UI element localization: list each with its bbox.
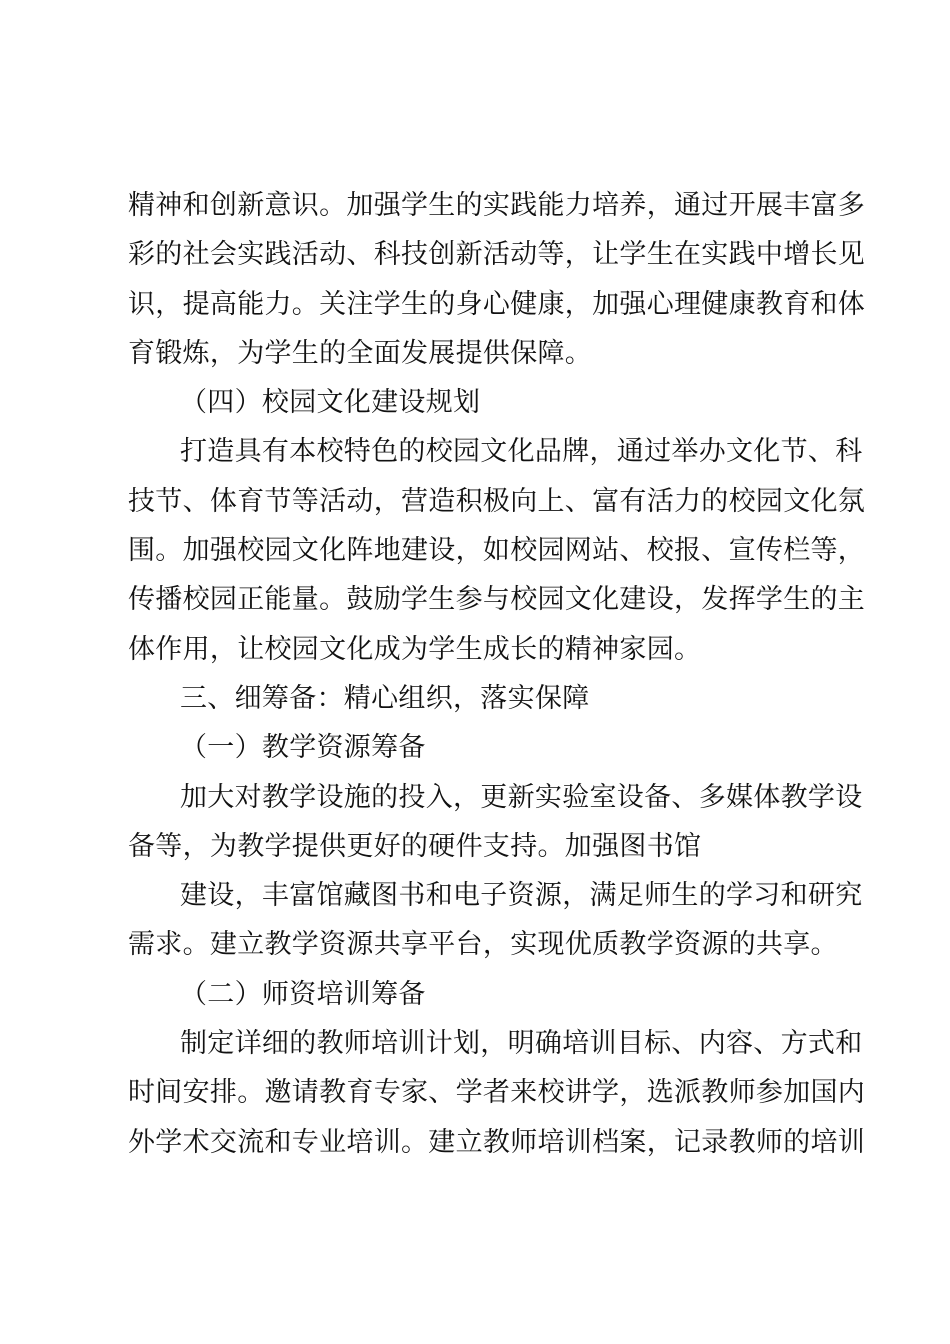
- text-line: 备等，为教学提供更好的硬件支持。加强图书馆: [128, 830, 702, 862]
- text-line: 围。加强校园文化阵地建设，如校园网站、校报、宣传栏等，: [128, 535, 866, 567]
- text-line: 打造具有本校特色的校园文化品牌，通过举办文化节、科: [180, 436, 863, 468]
- text-line: 制定详细的教师培训计划，明确培训目标、内容、方式和: [180, 1028, 863, 1060]
- text-line: 识，提高能力。关注学生的身心健康，加强心理健康教育和体: [128, 288, 866, 320]
- section-heading: （二）师资培训筹备: [180, 978, 426, 1010]
- text-line: 传播校园正能量。鼓励学生参与校园文化建设，发挥学生的主: [128, 584, 866, 616]
- text-line: 需求。建立教学资源共享平台，实现优质教学资源的共享。: [128, 929, 838, 961]
- text-line: 建设，丰富馆藏图书和电子资源，满足师生的学习和研究: [180, 880, 863, 912]
- text-line: 育锻炼，为学生的全面发展提供保障。: [128, 337, 593, 369]
- text-line: 技节、体育节等活动，营造积极向上、富有活力的校园文化氛: [128, 485, 866, 517]
- text-line: 精神和创新意识。加强学生的实践能力培养，通过开展丰富多: [128, 190, 866, 221]
- text-line: 外学术交流和专业培训。建立教师培训档案，记录教师的培训: [128, 1126, 866, 1158]
- section-heading: （一）教学资源筹备: [180, 732, 426, 764]
- body-text: [128, 181, 866, 1167]
- text-line: 彩的社会实践活动、科技创新活动等，让学生在实践中增长见: [128, 239, 866, 271]
- text-line: 体作用，让校园文化成为学生成长的精神家园。: [128, 633, 702, 665]
- chapter-heading: 三、细筹备：精心组织，落实保障: [180, 682, 590, 714]
- section-heading: （四）校园文化建设规划: [180, 387, 481, 419]
- text-line: 时间安排。邀请教育专家、学者来校讲学，选派教师参加国内: [128, 1077, 866, 1109]
- text-line: 加大对教学设施的投入，更新实验室设备、多媒体教学设: [180, 781, 863, 813]
